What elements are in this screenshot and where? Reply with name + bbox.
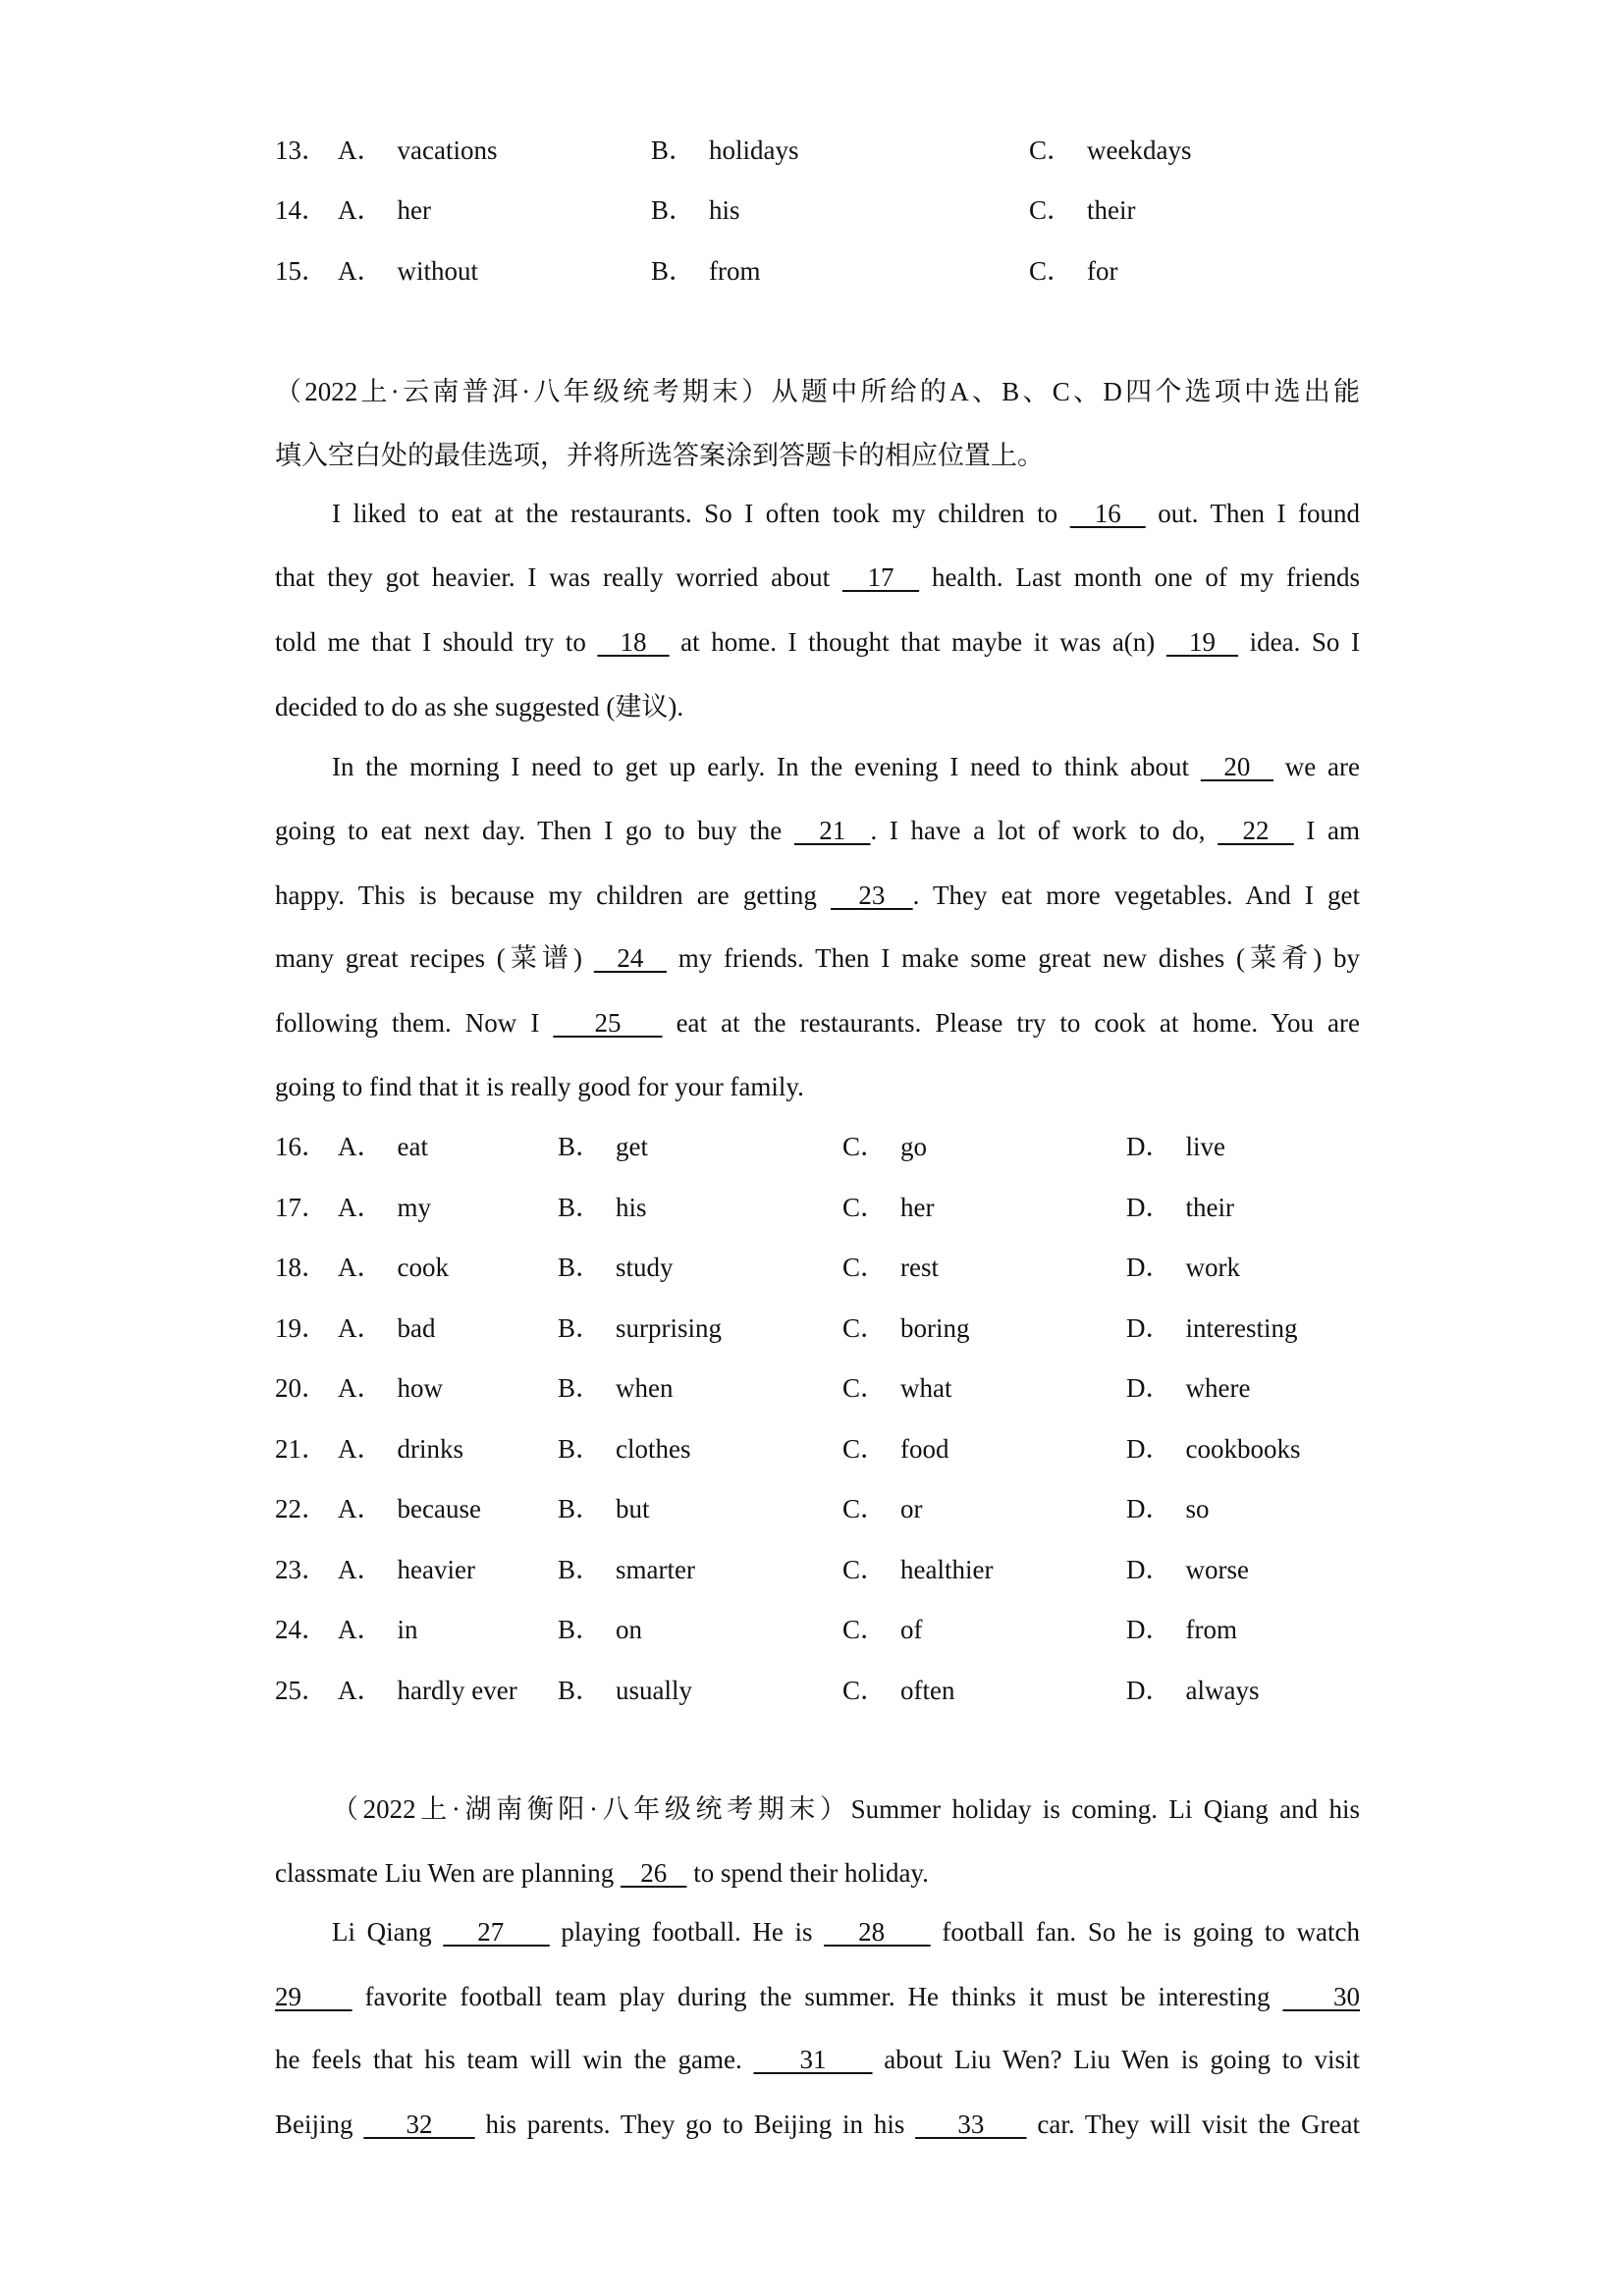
instruction-line: （2022上·湖南衡阳·八年级统考期末）Summer holiday is coming. Li Qiang and his (332, 1794, 1360, 1824)
blank-29: 29 (275, 1982, 352, 2011)
option-b: B． his (558, 1193, 647, 1222)
option-b: B． usually (558, 1676, 693, 1705)
blank-22: 22 (1218, 816, 1294, 845)
blank-26: 26 (620, 1858, 687, 1888)
option-b: B． on (558, 1615, 643, 1644)
option-d: D． their (1126, 1193, 1234, 1222)
option-a: 15． A． without (275, 256, 479, 286)
option-b: B． when (558, 1373, 674, 1403)
blank-16: 16 (1069, 499, 1146, 528)
option-row-16 (275, 1127, 1360, 1166)
option-a: 19． A． bad (275, 1313, 436, 1343)
option-a: 20． A． how (275, 1373, 443, 1403)
option-d: D． live (1126, 1132, 1225, 1161)
option-row-24 (275, 1610, 1360, 1649)
blank-33: 33 (915, 2109, 1027, 2139)
blank-20: 20 (1200, 752, 1273, 781)
option-c: C． or (842, 1494, 923, 1523)
option-c: C． for (1029, 256, 1118, 286)
option-a: 17． A． my (275, 1193, 432, 1222)
option-b: B． get (558, 1132, 649, 1161)
instruction-line-2: 填入空白处的最佳选项，并将所选答案涂到答题卡的相应位置上。 (275, 441, 1044, 470)
option-d: D． interesting (1126, 1313, 1298, 1343)
option-d: D． work (1126, 1253, 1240, 1282)
passage-line: many great recipes (菜谱) 24 my friends. Then I make some great new dishes (菜肴) by (275, 943, 1360, 973)
option-b: B． his (651, 195, 740, 225)
blank-19: 19 (1165, 627, 1239, 657)
option-row-25 (275, 1671, 1360, 1710)
option-d: D． where (1126, 1373, 1251, 1403)
option-c: C． often (842, 1676, 955, 1705)
option-a: 14． A． her (275, 195, 431, 225)
blank-27: 27 (443, 1917, 550, 1947)
option-c: C． their (1029, 195, 1136, 225)
passage-line: Beijing 32 his parents. They go to Beijing in his 33 car. They will visit the Great (275, 2109, 1361, 2139)
passage-line: In the morning I need to get up early. In the evening I need to think about 20 we are (332, 752, 1360, 781)
blank-21: 21 (793, 816, 871, 845)
option-row-18 (275, 1248, 1360, 1287)
blank-30: 30 (1282, 1982, 1361, 2011)
option-c: C． go (842, 1132, 928, 1161)
option-row-20 (275, 1368, 1360, 1408)
blank-18: 18 (597, 627, 670, 657)
option-c: C． of (842, 1615, 923, 1644)
option-b: B． but (558, 1494, 650, 1523)
option-c: C． rest (842, 1253, 939, 1282)
option-a: 22． A． because (275, 1494, 481, 1523)
option-row-22 (275, 1489, 1360, 1528)
passage-line: he feels that his team will win the game. 31 about Liu Wen? Liu Wen is going to visit (275, 2045, 1360, 2074)
option-b: B． clothes (558, 1434, 691, 1464)
option-c: C． weekdays (1029, 135, 1192, 165)
option-c: C． what (842, 1373, 952, 1403)
passage-line: decided to do as she suggested (建议). (275, 692, 684, 721)
passage-line: I liked to eat at the restaurants. So I often took my children to 16 out. Then I found (332, 499, 1361, 528)
blank-24: 24 (593, 943, 667, 973)
passage-line: classmate Liu Wen are planning 26 to spend their holiday. (275, 1858, 929, 1888)
passage-line: told me that I should try to 18 at home. I thought that maybe it was a(n) 19 idea. So I (275, 627, 1360, 657)
blank-25: 25 (553, 1008, 663, 1038)
passage-line: going to find that it is really good for your family. (275, 1072, 804, 1101)
option-row-13 (275, 131, 1360, 170)
passage-line: Li Qiang 27 playing football. He is 28 football fan. So he is going to watch (332, 1917, 1361, 1947)
option-a: 23． A． heavier (275, 1555, 475, 1584)
blank-28: 28 (824, 1917, 931, 1947)
option-d: D． always (1126, 1676, 1260, 1705)
option-d: D． so (1126, 1494, 1210, 1523)
passage-line: 29 favorite football team play during the summer. He thinks it must be interesting 30 (275, 1982, 1361, 2011)
blank-23: 23 (831, 881, 913, 910)
option-b: B． surprising (558, 1313, 723, 1343)
option-row-14 (275, 190, 1360, 230)
passage-line: going to eat next day. Then I go to buy the 21 . I have a lot of work to do, 22 I am (275, 816, 1361, 845)
option-a: 24． A． in (275, 1615, 418, 1644)
option-b: B． from (651, 256, 761, 286)
passage-line: that they got heavier. I was really worried about 17 health. Last month one of my friends (275, 562, 1360, 592)
option-d: D． from (1126, 1615, 1237, 1644)
option-row-15 (275, 251, 1360, 291)
passage-line: following them. Now I 25 eat at the restaurants. Please try to cook at home. You are (275, 1008, 1360, 1038)
option-d: D． worse (1126, 1555, 1249, 1584)
blank-32: 32 (363, 2109, 475, 2139)
option-d: D． cookbooks (1126, 1434, 1301, 1464)
option-c: C． healthier (842, 1555, 994, 1584)
option-b: B． holidays (651, 135, 799, 165)
option-row-19 (275, 1308, 1360, 1348)
blank-31: 31 (753, 2045, 873, 2074)
option-a: 18． A． cook (275, 1253, 449, 1282)
option-row-23 (275, 1550, 1360, 1589)
option-a: 21． A． drinks (275, 1434, 463, 1464)
option-a: 25． A． hardly ever (275, 1676, 517, 1705)
option-c: C． food (842, 1434, 949, 1464)
option-a: 13． A． vacations (275, 135, 498, 165)
passage-line: happy. This is because my children are getting 23 . They eat more vegetables. And I get (275, 881, 1361, 910)
option-row-21 (275, 1429, 1360, 1468)
option-c: C． her (842, 1193, 935, 1222)
option-a: 16． A． eat (275, 1132, 428, 1161)
instruction-line-1: （2022上·云南普洱·八年级统考期末）从题中所给的A、B、C、D四个选项中选出能 (275, 377, 1360, 406)
option-b: B． study (558, 1253, 674, 1282)
option-row-17 (275, 1188, 1360, 1227)
option-b: B． smarter (558, 1555, 695, 1584)
option-c: C． boring (842, 1313, 970, 1343)
blank-17: 17 (841, 562, 920, 592)
